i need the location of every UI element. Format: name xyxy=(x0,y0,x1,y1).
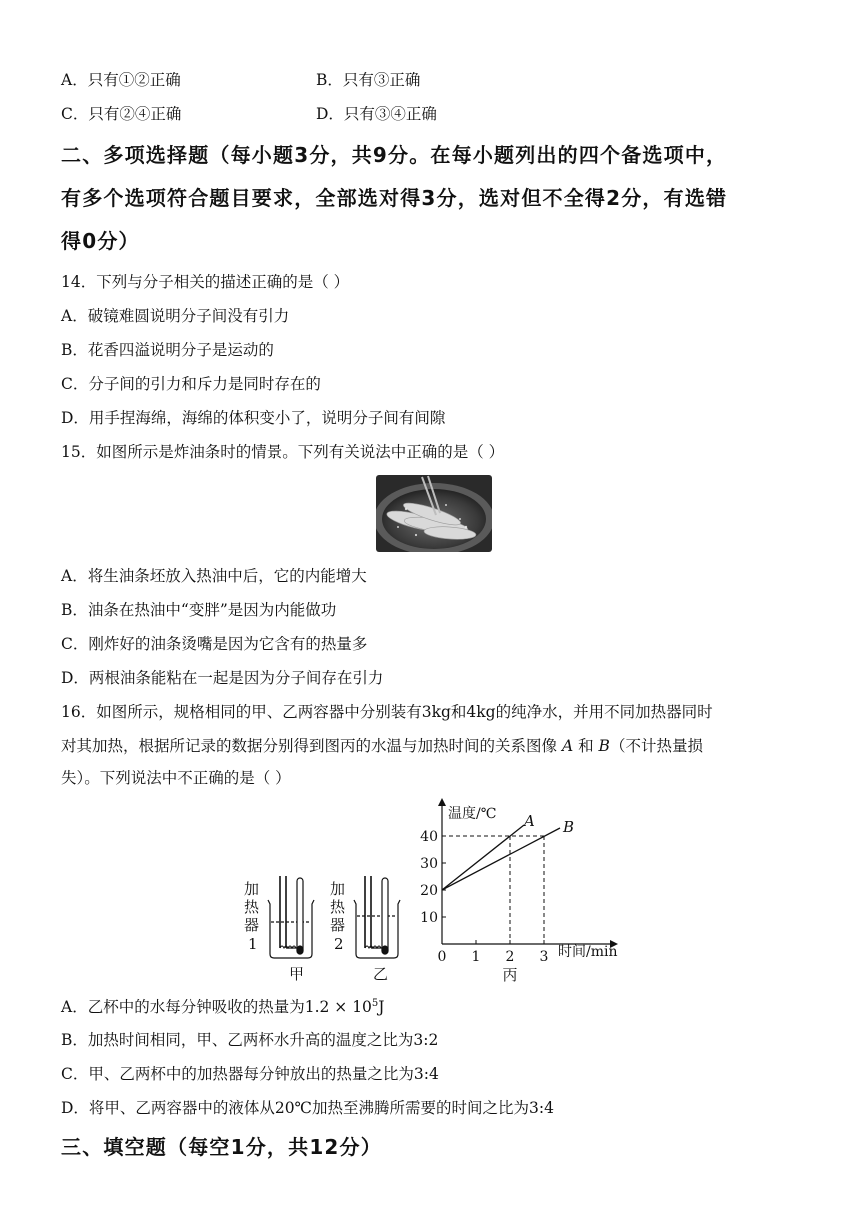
q14-stem: 14．下列与分子相关的描述正确的是（ ） xyxy=(61,273,350,291)
container-yi-label: 乙 xyxy=(373,965,389,983)
q14-option-a: A．破镜难圆说明分子间没有引力 xyxy=(61,307,290,325)
svg-text:器: 器 xyxy=(330,916,346,934)
option-b: B．只有③正确 xyxy=(316,71,421,89)
x-tick-2: 2 xyxy=(505,949,515,965)
q16-option-c: C．甲、乙两杯中的加热器每分钟放出的热量之比为3:4 xyxy=(61,1065,439,1083)
x-tick-3: 3 xyxy=(539,949,549,965)
beaker-jia xyxy=(268,876,314,958)
line-a xyxy=(442,825,524,890)
q16-line-b-ref: B xyxy=(598,737,610,755)
heater-2-label xyxy=(330,880,346,953)
q16-option-a: A．乙杯中的水每分钟吸收的热量为$1.2 \times 10^5J$ xyxy=(61,998,385,1017)
q15-option-d: D．两根油条能粘在一起是因为分子间存在引力 xyxy=(61,669,384,687)
q16-stem-line1: 16．如图所示，规格相同的甲、乙两容器中分别装有3kg和4kg的纯净水，并用不同加热器同时 xyxy=(61,703,713,721)
section3-heading: 三、填空题（每空1分，共12分） xyxy=(61,1135,382,1159)
q15-stem: 15．如图所示是炸油条时的情景。下列有关说法中正确的是（ ） xyxy=(61,443,505,461)
option-c: C．只有②④正确 xyxy=(61,105,182,123)
section-heading-line1: 二、多项选择题（每小题3分，共9分。在每小题列出的四个备选项中， xyxy=(61,143,728,167)
svg-text:加: 加 xyxy=(244,880,260,898)
q14-option-b: B．花香四溢说明分子是运动的 xyxy=(61,341,274,359)
option-d: D．只有③④正确 xyxy=(316,105,437,123)
beaker-yi xyxy=(354,876,400,958)
q16-line-a-ref: A xyxy=(561,737,574,755)
y-tick-40: 40 xyxy=(420,829,438,845)
svg-text:热: 热 xyxy=(330,898,346,916)
x-tick-1: 1 xyxy=(471,949,481,965)
container-jia-label: 甲 xyxy=(289,965,305,983)
heater-1-label xyxy=(244,880,260,953)
frying-dough-sticks-photo xyxy=(376,475,492,552)
svg-text:1: 1 xyxy=(248,935,258,953)
section-heading-line3: 得0分） xyxy=(61,229,140,253)
q15-option-b: B．油条在热油中“变胖”是因为内能做功 xyxy=(61,601,337,619)
q16-option-b: B．加热时间相同，甲、乙两杯水升高的温度之比为3:2 xyxy=(61,1031,439,1049)
q15-option-c: C．刚炸好的油条烫嘴是因为它含有的热量多 xyxy=(61,635,368,653)
line-b xyxy=(442,828,560,890)
section-heading-line2: 有多个选项符合题目要求，全部选对得3分，选对但不全得2分，有选错 xyxy=(61,186,728,210)
svg-text:热: 热 xyxy=(244,898,260,916)
q16-option-d: D．将甲、乙两容器中的液体从20℃加热至沸腾所需要的时间之比为3:4 xyxy=(61,1099,554,1117)
svg-text:2: 2 xyxy=(334,935,344,953)
y-tick-10: 10 xyxy=(420,910,438,926)
option-a: A．只有①②正确 xyxy=(61,71,181,89)
q15-option-a: A．将生油条坯放入热油中后，它的内能增大 xyxy=(61,567,367,585)
line-a-label: A xyxy=(524,812,535,830)
temperature-time-graph xyxy=(420,798,618,984)
q14-option-c: C．分子间的引力和斥力是同时存在的 xyxy=(61,375,321,393)
x-axis-label: 时间/min xyxy=(558,944,618,960)
svg-text:器: 器 xyxy=(244,916,260,934)
y-tick-30: 30 xyxy=(420,856,438,872)
q14-option-d: D．用手捏海绵，海绵的体积变小了，说明分子间有间隙 xyxy=(61,409,446,427)
graph-label: 丙 xyxy=(502,966,518,984)
x-tick-0: 0 xyxy=(437,949,447,965)
y-tick-20: 20 xyxy=(420,883,438,899)
q16-stem-line2: 对其加热，根据所记录的数据分别得到图丙的水温与加热时间的关系图像 A 和 B（不计热量损 xyxy=(61,737,703,755)
line-b-label: B xyxy=(563,818,575,836)
svg-text:加: 加 xyxy=(330,880,346,898)
q16-stem-line3: 失）。下列说法中不正确的是（ ） xyxy=(61,769,291,787)
y-axis-label: 温度/℃ xyxy=(448,806,497,822)
q16-figure xyxy=(230,796,630,986)
